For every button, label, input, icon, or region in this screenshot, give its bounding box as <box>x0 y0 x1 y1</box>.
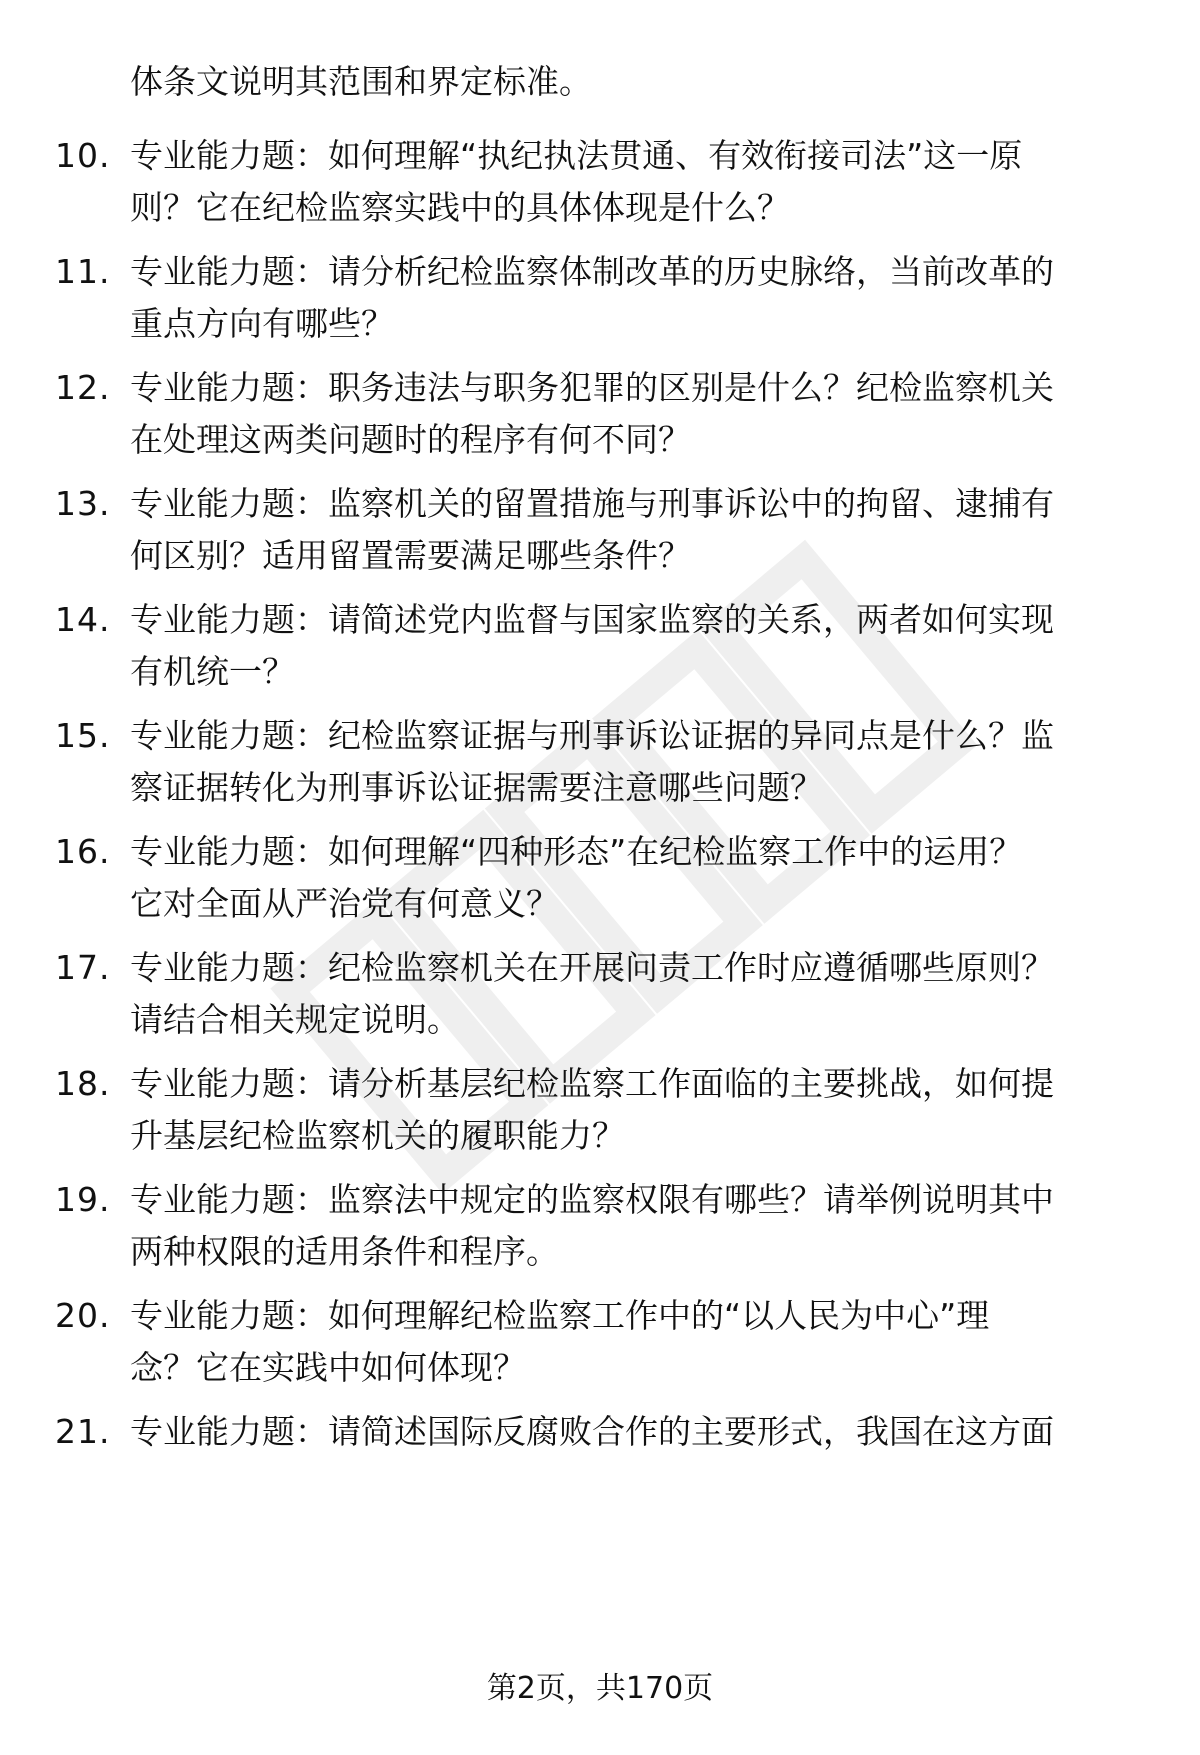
question-text-line: 念？它在实践中如何体现？ <box>130 1348 526 1387</box>
question-text-line: 在处理这两类问题时的程序有何不同？ <box>130 420 691 459</box>
question-number: 17. <box>55 948 111 987</box>
question-text-line: 请结合相关规定说明。 <box>130 1000 460 1039</box>
question-text <box>130 710 1140 814</box>
question-item-18 <box>0 1058 1200 1168</box>
question-number: 16. <box>55 832 111 871</box>
page-footer: 第2页，共170页 <box>486 1671 714 1706</box>
question-item-15 <box>0 710 1200 820</box>
question-text-line: 重点方向有哪些？ <box>130 304 394 343</box>
question-text-line: 专业能力题：监察机关的留置措施与刑事诉讼中的拘留、逮捕有 <box>130 484 1054 523</box>
question-text-line: 专业能力题：请简述党内监督与国家监察的关系，两者如何实现 <box>130 600 1054 639</box>
question-text-line: 专业能力题：如何理解“四种形态”在纪检监察工作中的运用？ <box>130 832 1023 871</box>
question-text-line: 它对全面从严治党有何意义？ <box>130 884 559 923</box>
question-number: 10. <box>55 136 111 175</box>
question-text-line: 专业能力题：请简述国际反腐败合作的主要形式，我国在这方面 <box>130 1412 1054 1451</box>
question-text <box>130 1406 1140 1458</box>
question-item-12 <box>0 362 1200 472</box>
question-item-10 <box>0 130 1200 240</box>
question-number: 12. <box>55 368 111 407</box>
question-number: 14. <box>55 600 111 639</box>
question-text-line: 升基层纪检监察机关的履职能力？ <box>130 1116 625 1155</box>
question-number: 21. <box>55 1412 111 1451</box>
question-text-line: 专业能力题：如何理解“执纪执法贯通、有效衔接司法”这一原 <box>130 136 1023 175</box>
question-text-line: 察证据转化为刑事诉讼证据需要注意哪些问题？ <box>130 768 823 807</box>
question-item-16 <box>0 826 1200 936</box>
question-text-line: 专业能力题：如何理解纪检监察工作中的“以人民为中心”理 <box>130 1296 990 1335</box>
question-item-17 <box>0 942 1200 1052</box>
question-text-line: 两种权限的适用条件和程序。 <box>130 1232 559 1271</box>
question-number: 11. <box>55 252 111 291</box>
question-text-line: 专业能力题：请分析纪检监察体制改革的历史脉络，当前改革的 <box>130 252 1054 291</box>
question-number: 19. <box>55 1180 111 1219</box>
question-item-19 <box>0 1174 1200 1284</box>
question-item-14 <box>0 594 1200 704</box>
question-text <box>130 478 1140 582</box>
question-item-11 <box>0 246 1200 356</box>
question-text <box>130 1174 1140 1278</box>
question-text-line: 专业能力题：纪检监察证据与刑事诉讼证据的异同点是什么？监 <box>130 716 1054 755</box>
question-text-line: 有机统一？ <box>130 652 295 691</box>
question-text <box>130 130 1140 234</box>
question-text-line: 专业能力题：纪检监察机关在开展问责工作时应遵循哪些原则？ <box>130 948 1054 987</box>
question-text <box>130 826 1140 930</box>
question-item-13 <box>0 478 1200 588</box>
question-text-line: 专业能力题：监察法中规定的监察权限有哪些？请举例说明其中 <box>130 1180 1054 1219</box>
question-text <box>130 594 1140 698</box>
question-number: 20. <box>55 1296 111 1335</box>
question-number: 15. <box>55 716 111 755</box>
question-text-line: 专业能力题：请分析基层纪检监察工作面临的主要挑战，如何提 <box>130 1064 1054 1103</box>
question-item-20 <box>0 1290 1200 1400</box>
question-text <box>130 1290 1140 1394</box>
question-text <box>130 362 1140 466</box>
question-text-line: 专业能力题：职务违法与职务犯罪的区别是什么？纪检监察机关 <box>130 368 1054 407</box>
question-text <box>130 246 1140 350</box>
question-text-line: 何区别？适用留置需要满足哪些条件？ <box>130 536 691 575</box>
lead-text: 体条文说明其范围和界定标准。 <box>130 62 592 101</box>
question-item-21 <box>0 1406 1200 1516</box>
question-text-line: 则？它在纪检监察实践中的具体体现是什么？ <box>130 188 790 227</box>
question-text <box>130 942 1140 1046</box>
question-number: 13. <box>55 484 111 523</box>
question-number: 18. <box>55 1064 111 1103</box>
question-text <box>130 1058 1140 1162</box>
